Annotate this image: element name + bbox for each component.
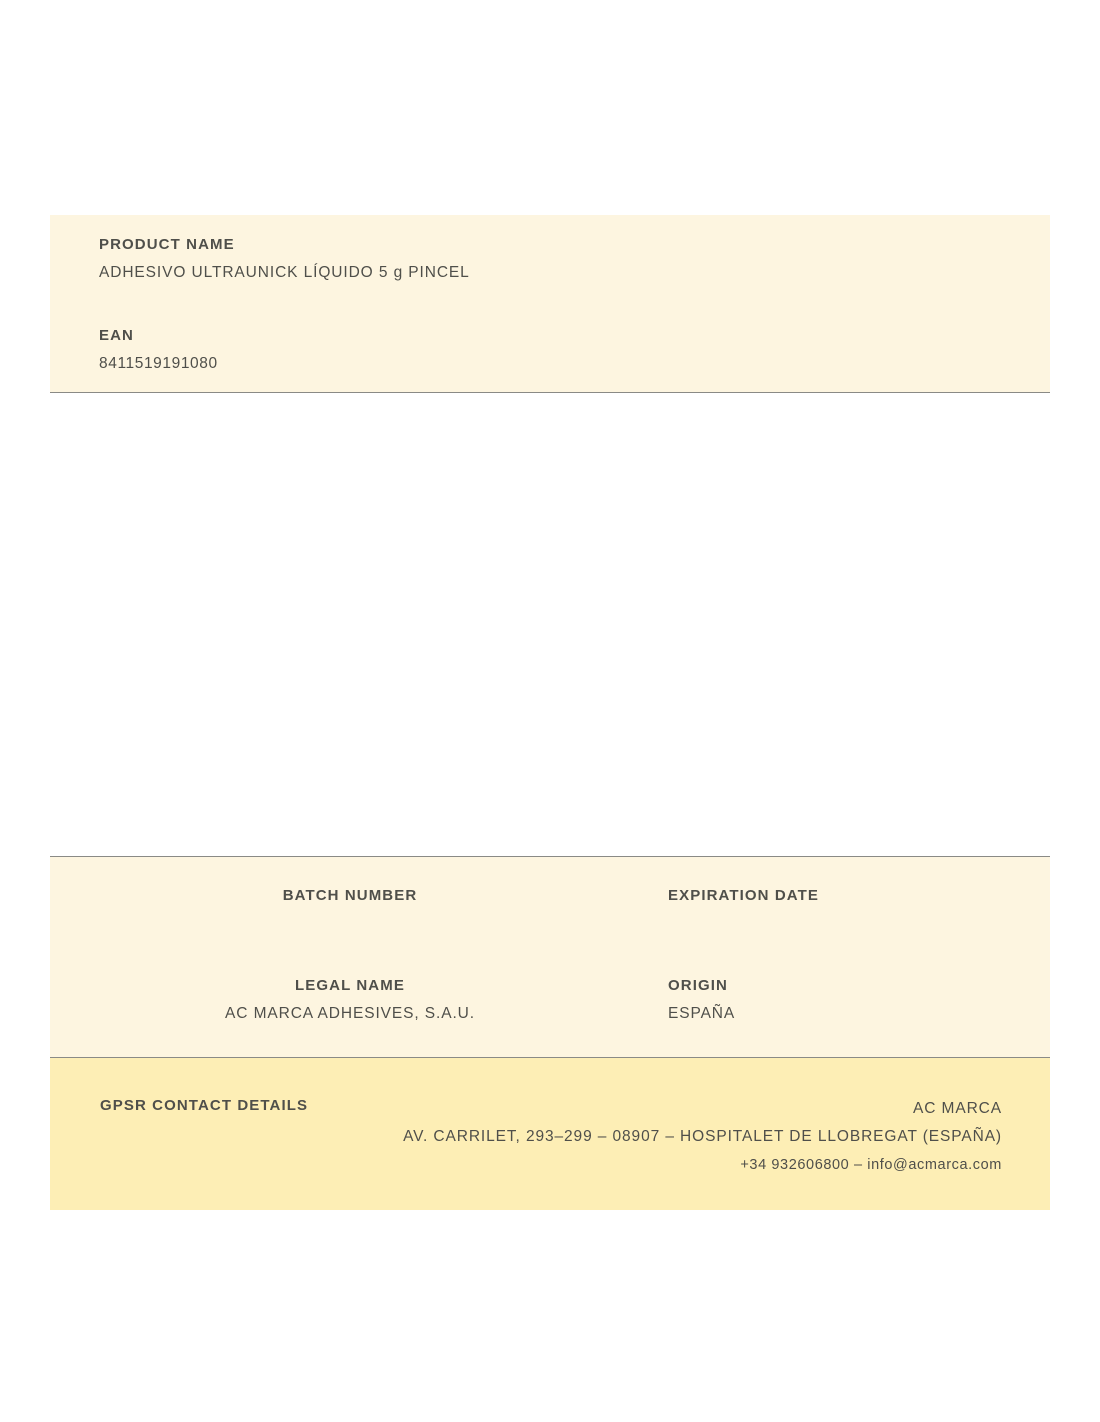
ean-label: EAN xyxy=(99,327,134,344)
product-name-value: ADHESIVO ULTRAUNICK LÍQUIDO 5 g PINCEL xyxy=(99,264,470,281)
gpsr-contact-label: GPSR CONTACT DETAILS xyxy=(100,1097,309,1114)
ean-value: 8411519191080 xyxy=(99,355,218,372)
gpsr-address: AV. CARRILET, 293–299 – 08907 – HOSPITALET DE LLOBREGAT (ESPAÑA) xyxy=(403,1128,1002,1145)
legal-name-label: LEGAL NAME xyxy=(295,977,405,994)
product-name-label: PRODUCT NAME xyxy=(99,236,235,253)
batch-number-label: BATCH NUMBER xyxy=(282,887,418,904)
product-info-block xyxy=(50,215,1050,393)
gpsr-contact-lines xyxy=(403,1095,1002,1179)
gpsr-contact-block xyxy=(50,1058,1050,1210)
gpsr-contact-info: +34 932606800 – info@acmarca.com xyxy=(740,1157,1002,1173)
origin-label: ORIGIN xyxy=(668,977,728,994)
gpsr-company: AC MARCA xyxy=(912,1100,1002,1117)
batch-legal-block xyxy=(50,856,1050,1058)
blank-content-area xyxy=(50,393,1050,856)
expiration-date-label: EXPIRATION DATE xyxy=(668,887,819,904)
origin-value: ESPAÑA xyxy=(668,1005,736,1022)
legal-name-value: AC MARCA ADHESIVES, S.A.U. xyxy=(225,1005,475,1022)
